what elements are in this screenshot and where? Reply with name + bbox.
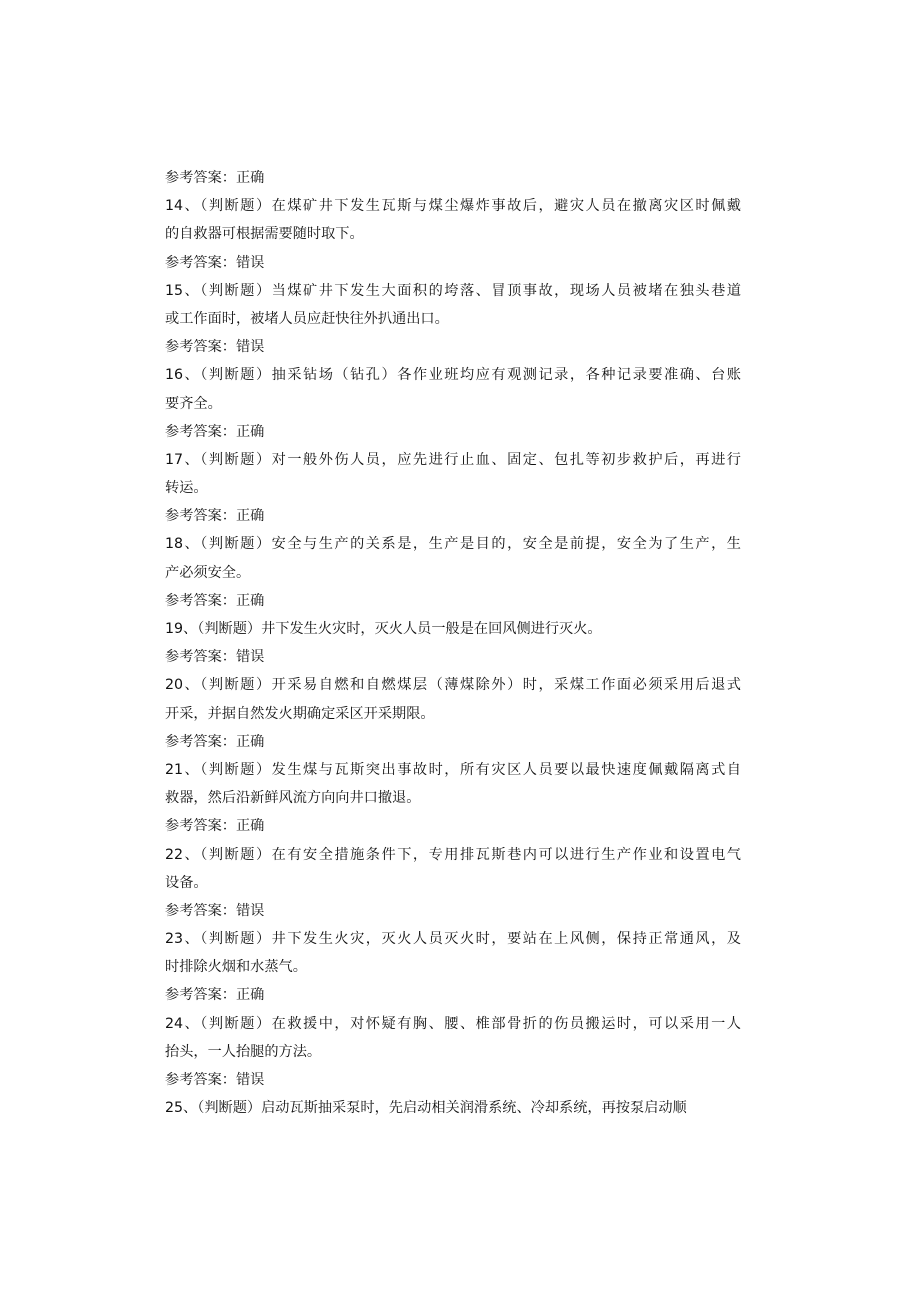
question-line: 20、（判断题）开采易自燃和自燃煤层（薄煤除外）时，采煤工作面必须采用后退式 — [165, 677, 741, 694]
answer-value: 正确 — [235, 423, 265, 440]
answer-value: 错误 — [235, 339, 265, 356]
question-continuation: 或工作面时，被堵人员应赶快往外扒通出口。 — [165, 310, 449, 327]
question-continuation: 转运。 — [165, 480, 208, 497]
answer-line — [165, 418, 741, 446]
question-line: 14、（判断题）在煤矿井下发生瓦斯与煤尘爆炸事故后，避灾人员在撤离灾区时佩戴 — [165, 198, 741, 215]
question-line: 19、（判断题）井下发生火灾时，灭火人员一般是在回风侧进行灭火。 — [165, 621, 602, 637]
question-continuation: 的自救器可根据需要随时取下。 — [165, 226, 364, 243]
question-continuation: 开采，并据自然发火期确定采区开采期限。 — [165, 705, 435, 722]
question-continuation: 抬头，一人抬腿的方法。 — [165, 1043, 322, 1060]
answer-label: 参考答案： — [165, 818, 236, 835]
answer-line — [165, 1066, 741, 1094]
answer-value: 错误 — [235, 1072, 265, 1088]
question-line: 16、（判断题）抽采钻场（钻孔）各作业班均应有观测记录，各种记录要准确、台账 — [165, 367, 741, 384]
question-line: 18、（判断题）安全与生产的关系是，生产是目的，安全是前提，安全为了生产，生 — [165, 536, 741, 553]
question-line: 23、（判断题）井下发生火灾，灭火人员灭火时，要站在上风侧，保持正常通风，及 — [165, 931, 741, 948]
question-line: 17、（判断题）对一般外伤人员，应先进行止血、固定、包扎等初步救护后，再进行 — [165, 451, 741, 468]
document-page — [165, 164, 741, 1122]
answer-value: 正确 — [235, 818, 265, 835]
answer-line — [165, 728, 741, 756]
answer-value: 正确 — [235, 508, 265, 525]
answer-line — [165, 249, 741, 277]
answer-value: 错误 — [235, 649, 265, 666]
answer-value: 正确 — [235, 592, 265, 609]
answer-line — [165, 333, 741, 361]
answer-label: 参考答案： — [165, 987, 236, 1004]
answer-label: 参考答案： — [165, 508, 236, 525]
answer-line — [165, 812, 741, 840]
question-continuation: 要齐全。 — [165, 395, 222, 412]
answer-value: 错误 — [235, 902, 265, 919]
answer-value: 正确 — [235, 987, 265, 1004]
answer-label: 参考答案： — [165, 423, 236, 440]
answer-value: 正确 — [235, 733, 265, 750]
answer-line — [165, 587, 741, 615]
question-line: 21、（判断题）发生煤与瓦斯突出事故时，所有灾区人员要以最快速度佩戴隔离式自 — [165, 761, 741, 778]
question-line: 15、（判断题）当煤矿井下发生大面积的垮落、冒顶事故，现场人员被堵在独头巷道 — [165, 282, 741, 299]
answer-label: 参考答案： — [165, 733, 236, 750]
answer-value: 错误 — [235, 254, 265, 271]
answer-label: 参考答案： — [165, 902, 236, 919]
answer-line — [165, 502, 741, 530]
answer-value: 正确 — [235, 170, 265, 186]
answer-label: 参考答案： — [165, 1072, 236, 1088]
question-continuation: 设备。 — [165, 874, 208, 891]
answer-label: 参考答案： — [165, 170, 236, 186]
answer-line — [165, 981, 741, 1009]
answer-label: 参考答案： — [165, 649, 236, 666]
answer-label: 参考答案： — [165, 592, 236, 609]
question-continuation: 救器，然后沿新鲜风流方向向井口撤退。 — [165, 790, 421, 807]
answer-line — [165, 897, 741, 925]
question-line: 25、（判断题）启动瓦斯抽采泵时，先启动相关润滑系统、冷却系统，再按泵启动顺 — [165, 1100, 687, 1117]
answer-label: 参考答案： — [165, 339, 236, 356]
question-continuation: 时排除火烟和水蒸气。 — [165, 959, 307, 976]
answer-line — [165, 164, 741, 192]
question-line: 22、（判断题）在有安全措施条件下，专用排瓦斯巷内可以进行生产作业和设置电气 — [165, 846, 741, 863]
question-continuation: 产必须安全。 — [165, 564, 251, 581]
answer-label: 参考答案： — [165, 254, 236, 271]
question-line: 24、（判断题）在救援中，对怀疑有胸、腰、椎部骨折的伤员搬运时，可以采用一人 — [165, 1015, 741, 1032]
answer-line — [165, 643, 741, 671]
